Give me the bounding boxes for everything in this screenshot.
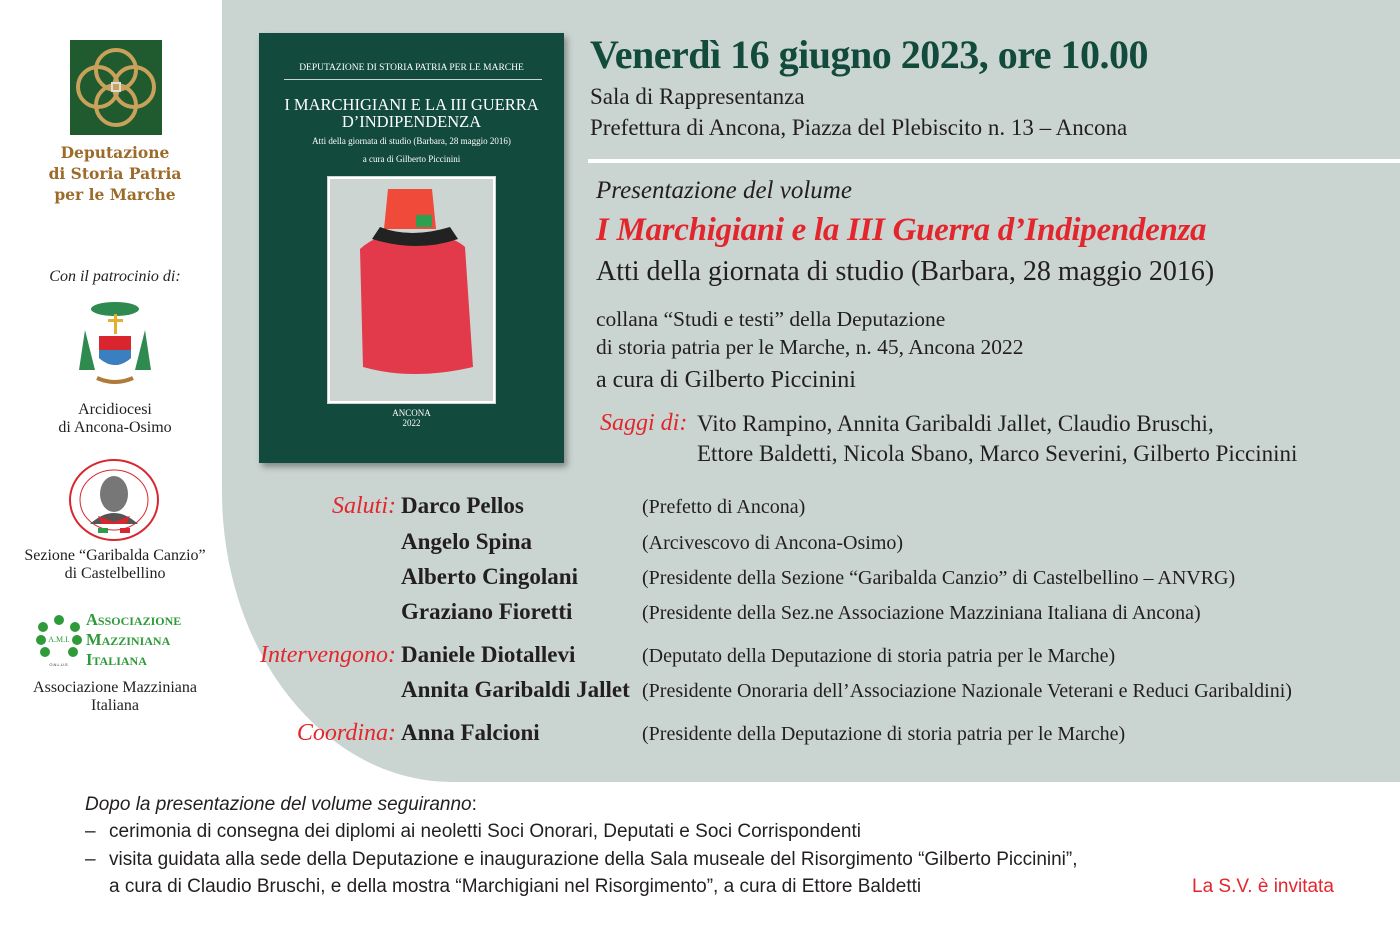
laurel-wreath-icon [35, 612, 83, 667]
event-venue: Sala di Rappresentanza [590, 84, 805, 109]
speaker-name: Daniele Diotallevi [401, 642, 576, 667]
speaker-name: Alberto Cingolani [401, 564, 578, 589]
cover-title-line: I MARCHIGIANI E LA III GUERRA [284, 95, 539, 114]
speaker-role: (Presidente della Deputazione di storia patria per le Marche) [642, 723, 1126, 745]
cover-editor: a cura di Gilberto Piccinini [362, 154, 461, 164]
archdiocese-coat-of-arms-icon [77, 300, 153, 392]
footer-item-dash: – [85, 849, 96, 870]
mazziniana-sub: O.N.L.U.S. [49, 662, 69, 667]
cover-subtitle: Atti della giornata di studio (Barbara, 28 maggio 2016) [312, 136, 511, 146]
patron-name-line: Associazione Mazziniana [33, 679, 197, 696]
deputazione-logo-line: di Storia Patria [48, 164, 182, 183]
footer-item-dash: – [85, 821, 96, 842]
speaker-role: (Presidente della Sezione “Garibalda Canzio” di Castelbellino – ANVRG) [642, 567, 1236, 589]
cover-publisher: DEPUTAZIONE DI STORIA PATRIA PER LE MARCHE [299, 63, 524, 73]
mazziniana-logo-line: Associazione [86, 610, 182, 629]
divider [588, 159, 1400, 163]
garibaldi-red-shirt-icon [330, 179, 493, 401]
volume-title: I Marchigiani e la III Guerra d’Indipendenza [596, 212, 1207, 248]
mazziniana-logo-line: Italiana [86, 650, 147, 669]
patron-name-line: di Castelbellino [64, 565, 166, 582]
footer-intro-colon: : [471, 794, 477, 815]
patron-name-line: Arcidiocesi [78, 401, 152, 418]
patron-name-line: Italiana [91, 697, 139, 714]
footer-item: visita guidata alla sede della Deputazione e inaugurazione della Sala museale del Risorgimento “Gilberto Piccinini”, [109, 849, 1078, 870]
volume-editor: a cura di Gilberto Piccinini [596, 367, 856, 393]
cover-title-line: D’INDIPENDENZA [341, 112, 482, 131]
essays-authors-line: Ettore Baldetti, Nicola Sbano, Marco Severini, Gilberto Piccinini [697, 441, 1298, 466]
essays-label: Saggi di: [600, 410, 688, 436]
program-label: Saluti: [332, 493, 396, 519]
volume-series-line: di storia patria per le Marche, n. 45, Ancona 2022 [596, 335, 1024, 359]
deputazione-logo-line: per le Marche [54, 185, 176, 204]
patron-name-line: di Ancona-Osimo [58, 419, 172, 436]
event-datetime: Venerdì 16 giugno 2023, ore 10.00 [590, 32, 1148, 77]
footer-intro: Dopo la presentazione del volume seguiranno [85, 794, 472, 815]
invitation-note: La S.V. è invitata [1192, 876, 1334, 897]
cover-place: ANCONA [392, 408, 431, 418]
volume-subtitle: Atti della giornata di studio (Barbara, 28 maggio 2016) [596, 256, 1215, 287]
anvrg-seal-icon [68, 458, 160, 542]
speaker-name: Angelo Spina [401, 529, 533, 554]
speaker-role: (Prefetto di Ancona) [642, 496, 806, 518]
speaker-role: (Presidente Onoraria dell’Associazione Nazionale Veterani e Reduci Garibaldini) [642, 680, 1292, 702]
speaker-role: (Presidente della Sez.ne Associazione Mazziniana Italiana di Ancona) [642, 602, 1201, 624]
mazziniana-logo-line: Mazziniana [86, 630, 171, 649]
speaker-role: (Arcivescovo di Ancona-Osimo) [642, 532, 904, 554]
program-label: Coordina: [296, 720, 396, 746]
patron-name-line: Sezione “Garibalda Canzio” [24, 547, 206, 564]
cover-divider [284, 79, 542, 80]
volume-intro: Presentazione del volume [596, 177, 852, 204]
essays-authors-line: Vito Rampino, Annita Garibaldi Jallet, Claudio Bruschi, [697, 411, 1214, 436]
event-address: Prefettura di Ancona, Piazza del Plebiscito n. 13 – Ancona [590, 115, 1128, 140]
mazziniana-mark: A.M.I. [48, 635, 70, 644]
patrocinio-label: Con il patrocinio di: [49, 268, 181, 285]
book-cover [259, 33, 564, 463]
speaker-role: (Deputato della Deputazione di storia patria per le Marche) [642, 645, 1116, 667]
cover-image [328, 177, 495, 403]
volume-series-line: collana “Studi e testi” della Deputazione [596, 307, 946, 331]
speaker-name: Darco Pellos [401, 493, 524, 518]
speaker-name: Annita Garibaldi Jallet [401, 677, 630, 702]
speaker-name: Anna Falcioni [401, 720, 540, 745]
cover-year: 2022 [402, 418, 421, 428]
footer-item: cerimonia di consegna dei diplomi ai neoletti Soci Onorari, Deputati e Soci Corrispondenti [109, 821, 861, 842]
footer-item-continuation: a cura di Claudio Bruschi, e della mostra “Marchigiani nel Risorgimento”, a cura di Ettore Baldetti [109, 876, 922, 897]
speaker-name: Graziano Fioretti [401, 599, 573, 624]
program-label: Intervengono: [260, 642, 396, 668]
deputazione-logo-line: Deputazione [60, 143, 170, 162]
deputazione-emblem-icon [70, 40, 162, 135]
